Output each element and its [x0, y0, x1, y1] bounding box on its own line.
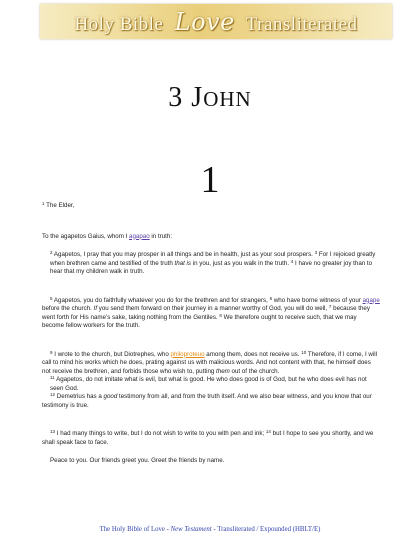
footer-text-italic: New Testament [170, 526, 212, 533]
verse-number: 3 [314, 250, 318, 255]
verse-number: 4 [290, 258, 294, 264]
verse-text: Demetrius has a [56, 393, 104, 400]
banner-title-part3: Transliterated [245, 13, 358, 35]
verse-text: I have no greater joy than to hear that my children walk in truth. [50, 259, 373, 275]
greeting [42, 233, 380, 242]
verse-text: Agapetos, I pray that you may prosper in all things and be in health, just as your soul prospers. [53, 251, 313, 258]
verse-text-italic: good [103, 393, 118, 400]
verse-text: before the church. [42, 305, 94, 312]
banner-title-love: Love [174, 7, 235, 36]
page-footer [0, 526, 420, 533]
paragraph-verse-11 [42, 376, 380, 393]
paragraph-verses-2-4 [42, 251, 380, 277]
verse-text: because they went forth for His name’s sake, taking nothing from the Gentiles. [42, 305, 370, 321]
verse-number: 8 [219, 312, 222, 318]
closing-text: Peace to you. Our friends greet you. Greet the friends by name. [50, 457, 225, 464]
book-title [0, 82, 420, 114]
verse-text: who have borne witness of your [273, 296, 363, 304]
verse-number: 11 [50, 375, 55, 380]
verse-number: 9 [50, 349, 53, 355]
verse-text: I had many things to write, but I do not wish to write to you with pen and ink; [56, 430, 265, 437]
footer-text: The Holy Bible of Love - [99, 526, 171, 533]
paragraph-verses-13-14 [42, 430, 380, 447]
book-number: 3 [168, 82, 184, 113]
banner-title [74, 8, 357, 36]
paragraph-verse-12 [42, 393, 380, 410]
verse-text: Agapetos, do not imitate what is evil, but what is good. He who does good is of God, but he who does evil has not seen God. [50, 376, 367, 392]
verse-text: in you, just as you walk in the truth. [191, 259, 290, 267]
paragraph-verses-5-8 [42, 297, 380, 331]
verse-text: out of the church. [229, 367, 280, 375]
verse-text: but I hope to see you shortly, and we shall speak face to face. [42, 430, 374, 446]
verse-text-italic: If [93, 305, 98, 312]
agape-link[interactable]: agape [362, 296, 380, 304]
verse-number: 12 [50, 392, 56, 397]
verse-1 [42, 202, 380, 211]
verse-number: 6 [269, 295, 273, 301]
verse-number: 7 [328, 304, 332, 309]
agapao-link[interactable]: agapao [129, 232, 150, 240]
footer-text-end: - Transliterated / Expounded (HBLT/E) [211, 526, 321, 533]
header-banner [40, 4, 392, 39]
book-name-initial: J [191, 82, 204, 113]
chapter-number: 1 [200, 159, 220, 201]
verse-number: 13 [50, 429, 56, 434]
verse-number: 10 [301, 349, 307, 355]
verse-number: 1 [42, 201, 45, 206]
banner-title-part1: Holy Bible [74, 13, 164, 35]
verse-text-italic: that is [174, 259, 192, 267]
closing-greeting [42, 457, 380, 466]
verse-text: Therefore, if I come, I will call to mind his works which he does, prating against us with malicious words. And not content with that, he himself does not receive the brethren, and forbids those who wish to, putting [42, 350, 377, 375]
verse-text: The Elder, [46, 202, 75, 209]
verse-text: you send them forward on their journey in a manner worthy of God, you will do well, [97, 305, 328, 312]
verse-text: among them, does not receive us. [204, 350, 300, 358]
greeting-text-end: in truth: [149, 232, 173, 240]
book-name-rest: OHN [203, 87, 252, 111]
verse-text-italic: them [216, 367, 230, 375]
verse-text: I wrote to the church, but Diotrephes, who [54, 350, 171, 358]
verse-number: 14 [265, 429, 271, 434]
verse-text: testimony from all, and from the truth itself. And we also bear witness, and you know that our testimony is true. [42, 393, 372, 409]
verse-text: We therefore ought to receive such, that we may become fellow workers for the truth. [42, 313, 357, 329]
verse-text: Agapetos, you do faithfully whatever you do for the brethren and for strangers, [53, 296, 268, 304]
chapter-text [42, 202, 380, 466]
greeting-text: To the agapetos Gaius, whom I [42, 232, 130, 240]
philoproteuo-link[interactable]: philoproteuo [170, 350, 205, 358]
paragraph-verses-9-10 [42, 351, 380, 377]
verse-number: 5 [50, 295, 53, 301]
verse-text: For I rejoiced greatly when brethren came and testified of the truth [50, 251, 376, 267]
verse-number: 2 [50, 250, 53, 255]
